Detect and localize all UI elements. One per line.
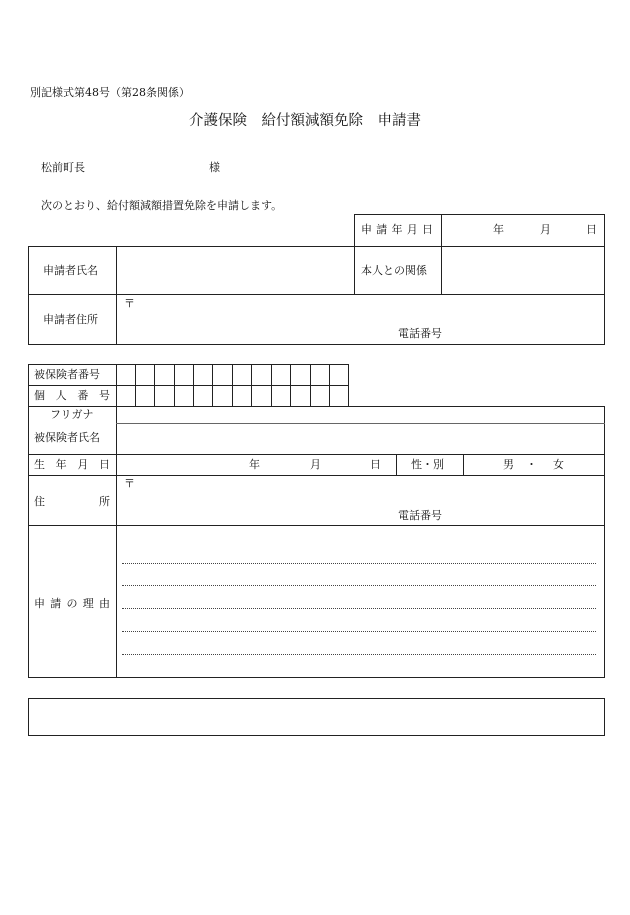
insured-address-field[interactable] [135, 477, 603, 524]
birth-date-field[interactable] [118, 456, 394, 474]
personal-number-label: 個 人 番 号 [34, 389, 110, 402]
intro-text: 次のとおり、給付額減額措置免除を申請します。 [41, 199, 283, 212]
applicant-address-field[interactable] [135, 296, 603, 343]
furigana-field[interactable] [118, 407, 604, 422]
insured-name-label: 被保険者氏名 [34, 431, 100, 444]
relation-field[interactable] [443, 248, 603, 292]
birth-date-label: 生 年 月 日 [34, 458, 110, 471]
addressee: 松前町長 [41, 161, 85, 174]
applicant-name-field[interactable] [118, 248, 352, 292]
insured-name-field[interactable] [118, 425, 604, 453]
insured-address-label: 住 所 [34, 495, 110, 508]
date-month-label: 月 [540, 223, 551, 236]
furigana-label: フリガナ [50, 408, 94, 421]
honorific: 様 [209, 161, 220, 174]
date-day-label: 日 [586, 223, 597, 236]
sex-male-option[interactable]: 男 [503, 458, 514, 471]
relation-label: 本人との関係 [361, 264, 427, 277]
applicant-address-label: 申請者住所 [43, 313, 98, 326]
birth-year-label: 年 [249, 458, 260, 471]
personal-number-field[interactable] [117, 386, 348, 406]
applicant-name-label: 申請者氏名 [43, 264, 98, 277]
insured-number-field[interactable] [117, 365, 348, 384]
page-title: 介護保険 給付額減額免除 申請書 [189, 113, 421, 129]
applicant-phone-label: 電話番号 [398, 327, 442, 340]
birth-day-label: 日 [370, 458, 381, 471]
application-date-field[interactable] [443, 216, 603, 245]
insured-postal-mark: 〒 [124, 477, 135, 490]
birth-month-label: 月 [310, 458, 321, 471]
sex-female-option[interactable]: 女 [553, 458, 564, 471]
application-date-label: 申 請 年 月 日 [361, 223, 433, 236]
note-box[interactable] [28, 698, 605, 736]
sex-label: 性・別 [411, 458, 444, 471]
insured-number-label: 被保険者番号 [34, 368, 100, 381]
reason-field[interactable] [118, 528, 604, 676]
insured-phone-label: 電話番号 [398, 509, 442, 522]
form-number: 別記様式第48号（第28条関係） [30, 86, 190, 99]
postal-mark: 〒 [124, 297, 135, 310]
sex-separator: ・ [526, 458, 537, 471]
date-year-label: 年 [493, 223, 504, 236]
reason-label: 申 請 の 理 由 [34, 597, 110, 610]
